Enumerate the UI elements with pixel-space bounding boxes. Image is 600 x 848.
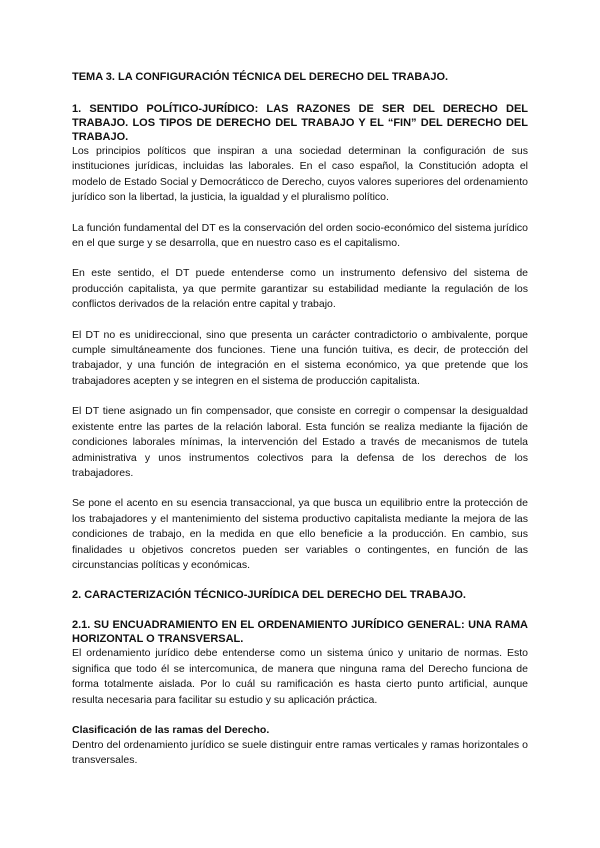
- subsection-2-1-paragraph: El ordenamiento jurídico debe entenderse como un sistema único y unitario de normas. Esto significa que todo él se intercomunica, de manera que ninguna rama del Derecho funciona de forma totalmente aislada. Por lo cuál su ramificación es hasta cierto punto artificial, aunque resulta necesaria para facilitar su estudio y su aplicación práctica.: [72, 647, 528, 706]
- classification-paragraph: Dentro del ordenamiento jurídico se suele distinguir entre ramas verticales y ramas horizontales o transversales.: [72, 738, 528, 767]
- section-2-heading: 2. CARACTERIZACIÓN TÉCNICO-JURÍDICA DEL DERECHO DEL TRABAJO.: [72, 589, 466, 602]
- subsection-2-1-heading: 2.1. SU ENCUADRAMIENTO EN EL ORDENAMIENTO JURÍDICO GENERAL: UNA RAMA HORIZONTAL O TRANSVERSAL.: [72, 619, 528, 646]
- classification-heading: Clasificación de las ramas del Derecho.: [72, 723, 270, 736]
- section-1-paragraph-3: En este sentido, el DT puede entenderse como un instrumento defensivo del sistema de producción capitalista, ya que permite garantizar su estabilidad mediante la regulación de los conflictos derivados de la relación entre capital y trabajo.: [72, 267, 528, 311]
- section-1-paragraph-1: Los principios políticos que inspiran a una sociedad determinan la configuración de sus instituciones jurídicas, incluidas las laborales. En el caso español, la Constitución adopta el modelo de Estado Social y Democráticco de Derecho, cuyos valores superiores del ordenamiento jurídico son la libertad, la justicia, la igualdad y el pluralismo político.: [72, 145, 528, 204]
- section-1-paragraph-4: El DT no es unidireccional, sino que presenta un carácter contradictorio o ambivalente, porque cumple simultáneamente dos funciones. Tiene una función tuitiva, es decir, de protección del trabajador, y una función de integración en el sistema económico, ya que pretende que los trabajadores acepten y se integren en el sistema de producción capitalista.: [72, 328, 528, 387]
- section-1-heading: 1. SENTIDO POLÍTICO-JURÍDICO: LAS RAZONES DE SER DEL DERECHO DEL TRABAJO. LOS TIPOS DE DERECHO DEL TRABAJO Y EL “FIN” DEL DERECHO DEL TRABAJO.: [72, 103, 528, 143]
- section-1-paragraph-5: El DT tiene asignado un fin compensador, que consiste en corregir o compensar la desigualdad existente entre las partes de la relación laboral. Esta función se realiza mediante la fijación de condiciones laborales mínimas, la intervención del Estado a través de mecanismos de tutela administrativa y unos instrumentos colectivos para la defensa de los derechos de los trabajadores.: [72, 405, 528, 479]
- section-1-paragraph-2: La función fundamental del DT es la conservación del orden socio-económico del sistema jurídico en el que surge y se desarrolla, que en nuestro caso es el capitalismo.: [72, 221, 528, 250]
- section-1-paragraph-6: Se pone el acento en su esencia transaccional, ya que busca un equilibrio entre la protección de los trabajadores y el mantenimiento del sistema productivo capitalista mediante la mejora de las condiciones de trabajo, en la medida en que ello beneficie a la producción. En cambio, sus finalidades u objetivos concretos pueden ser variables o contingentes, en función de las circunstancias políticas y económicas.: [72, 497, 528, 571]
- document-title: TEMA 3. LA CONFIGURACIÓN TÉCNICA DEL DERECHO DEL TRABAJO.: [72, 71, 449, 83]
